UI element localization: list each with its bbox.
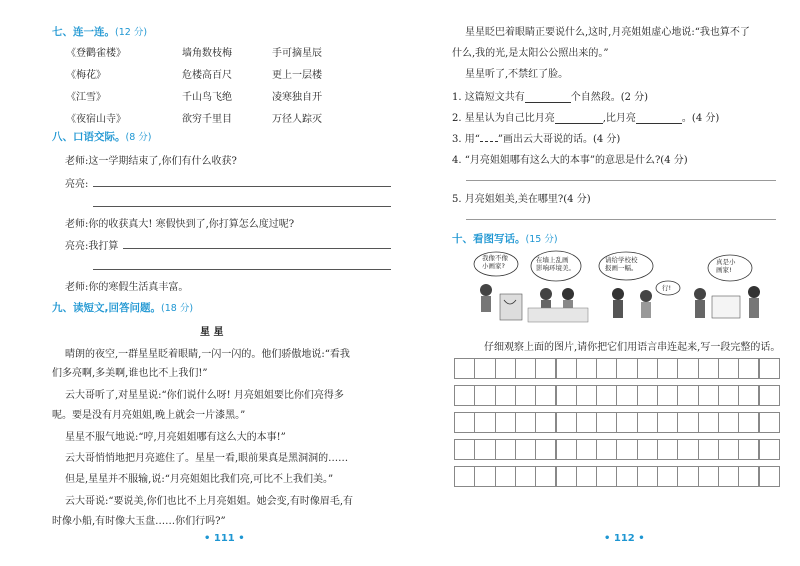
fill-blank[interactable] (525, 91, 571, 103)
section-7-points: (12 分) (115, 27, 148, 38)
grid-cell[interactable] (474, 385, 495, 406)
grid-cell[interactable] (759, 412, 780, 433)
match-item-col3[interactable]: 手可摘星辰 (272, 48, 322, 59)
match-item-col2[interactable]: 欲穷千里目 (182, 114, 232, 125)
grid-cell[interactable] (576, 439, 597, 460)
grid-cell[interactable] (556, 439, 577, 460)
grid-cell[interactable] (637, 385, 658, 406)
dialogue-liangliang-1: 亮亮: (65, 179, 89, 190)
question-text: ,比月亮 (602, 113, 636, 124)
grid-cell[interactable] (576, 358, 597, 379)
story-line: 星星听了,不禁红了脸。 (465, 69, 569, 80)
grid-cell[interactable] (495, 439, 516, 460)
grid-cell[interactable] (535, 439, 556, 460)
bubble-text: 我像不像小画家? (482, 254, 508, 270)
grid-cell[interactable] (454, 466, 475, 487)
bubble-text: 真是小画家! (716, 258, 736, 274)
story-line: 时像小船,有时像大玉盘……你们行吗?” (52, 516, 226, 527)
fill-blank[interactable] (636, 112, 682, 124)
grid-cell[interactable] (698, 385, 719, 406)
grid-cell[interactable] (718, 466, 739, 487)
grid-cell[interactable] (657, 412, 678, 433)
grid-cell[interactable] (495, 385, 516, 406)
grid-cell[interactable] (556, 412, 577, 433)
fill-blank[interactable] (555, 112, 603, 124)
section-10-points: (15 分) (525, 234, 558, 245)
grid-cell[interactable] (616, 358, 637, 379)
grid-cell[interactable] (677, 439, 698, 460)
story-line: 星星不服气地说:“哼,月亮姐姐哪有这么大的本事!” (65, 432, 286, 443)
match-item-col3[interactable]: 凌寒独自开 (272, 92, 322, 103)
grid-cell[interactable] (515, 385, 536, 406)
grid-cell[interactable] (677, 466, 698, 487)
grid-cell[interactable] (535, 466, 556, 487)
grid-cell[interactable] (556, 466, 577, 487)
answer-line[interactable] (123, 248, 391, 249)
match-item-col3[interactable]: 更上一层楼 (272, 70, 322, 81)
grid-cell[interactable] (698, 466, 719, 487)
section-8-title: 八、口语交际。 (52, 131, 126, 143)
grid-cell[interactable] (616, 466, 637, 487)
page-number: • 111 • (204, 533, 245, 544)
match-item-col2[interactable]: 危楼高百尺 (182, 70, 232, 81)
question-4: 4. “月亮姐姐哪有这么大的本事”的意思是什么?(4 分) (452, 155, 688, 166)
grid-cell[interactable] (535, 358, 556, 379)
match-item-col1[interactable]: 《登鹳雀楼》 (66, 48, 126, 59)
story-line: 但是,星星并不服输,说:“月亮姐姐比我们亮,可比不上我们美。” (65, 474, 334, 485)
story-line: 星星眨巴着眼睛正要说什么,这时,月亮姐姐虚心地说:“我也算不了 (465, 27, 750, 38)
question-text: 3. 用“ (452, 134, 480, 145)
grid-cell[interactable] (576, 466, 597, 487)
right-page (400, 0, 800, 566)
match-item-col1[interactable]: 《夜宿山寺》 (66, 114, 126, 125)
grid-cell[interactable] (474, 439, 495, 460)
grid-cell[interactable] (515, 439, 536, 460)
grid-cell[interactable] (759, 466, 780, 487)
grid-cell[interactable] (596, 439, 617, 460)
grid-cell[interactable] (759, 439, 780, 460)
grid-cell[interactable] (637, 439, 658, 460)
story-line: 云大哥听了,对星星说:“你们说什么呀! 月亮姐姐要比你们亮得多 (65, 390, 344, 401)
grid-cell[interactable] (495, 358, 516, 379)
grid-cell[interactable] (535, 385, 556, 406)
section-10-title: 十、看图写话。 (452, 233, 526, 245)
grid-cell[interactable] (718, 385, 739, 406)
grid-cell[interactable] (515, 412, 536, 433)
grid-cell[interactable] (677, 385, 698, 406)
bubble-text: 行! (662, 284, 672, 292)
grid-cell[interactable] (738, 439, 759, 460)
grid-cell[interactable] (596, 358, 617, 379)
grid-cell[interactable] (738, 385, 759, 406)
dialogue-liangliang-2: 亮亮:我打算 (65, 241, 119, 252)
grid-cell[interactable] (596, 466, 617, 487)
wavy-underline-sample (480, 133, 498, 142)
section-7-heading (52, 24, 147, 39)
match-item-col2[interactable]: 墙角数枝梅 (182, 48, 232, 59)
grid-cell[interactable] (535, 412, 556, 433)
grid-cell[interactable] (454, 412, 475, 433)
grid-cell[interactable] (718, 439, 739, 460)
dialogue-teacher-1: 老师:这一学期结束了,你们有什么收获? (65, 156, 237, 167)
question-text: ”画出云大哥说的话。(4 分) (497, 134, 621, 145)
story-line: 云大哥悄悄地把月亮遮住了。星星一看,眼前果真是黑洞洞的…… (65, 453, 349, 464)
page-number: • 112 • (604, 533, 645, 544)
writing-instruction: 仔细观察上面的图片,请你把它们用语言串连起来,写一段完整的话。 (484, 342, 781, 353)
grid-cell[interactable] (718, 358, 739, 379)
match-item-col2[interactable]: 千山鸟飞绝 (182, 92, 232, 103)
answer-line[interactable] (93, 186, 391, 187)
grid-cell[interactable] (657, 385, 678, 406)
question-text: 个自然段。(2 分) (570, 92, 649, 103)
grid-cell[interactable] (515, 358, 536, 379)
grid-cell[interactable] (474, 358, 495, 379)
grid-cell[interactable] (596, 412, 617, 433)
question-2 (452, 109, 719, 124)
grid-cell[interactable] (576, 385, 597, 406)
grid-cell[interactable] (657, 466, 678, 487)
grid-cell[interactable] (677, 412, 698, 433)
match-item-col3[interactable]: 万径人踪灭 (272, 114, 322, 125)
grid-cell[interactable] (495, 412, 516, 433)
story-line: 呢。要是没有月亮姐姐,晚上就会一片漆黑。” (52, 410, 246, 421)
section-9-title: 九、读短文,回答问题。 (52, 302, 161, 314)
question-1 (452, 88, 648, 103)
grid-cell[interactable] (454, 385, 475, 406)
grid-cell[interactable] (616, 439, 637, 460)
grid-cell[interactable] (454, 358, 475, 379)
grid-cell[interactable] (474, 412, 495, 433)
grid-cell[interactable] (759, 358, 780, 379)
grid-cell[interactable] (738, 358, 759, 379)
section-9-heading (52, 300, 193, 315)
section-8-points: (8 分) (125, 132, 152, 143)
grid-cell[interactable] (738, 466, 759, 487)
question-text: 2. 星星认为自己比月亮 (452, 113, 555, 124)
grid-cell[interactable] (616, 385, 637, 406)
section-9-points: (18 分) (161, 303, 194, 314)
grid-cell[interactable] (698, 412, 719, 433)
grid-cell[interactable] (698, 439, 719, 460)
grid-cell[interactable] (637, 466, 658, 487)
dialogue-teacher-3: 老师:你的寒假生活真丰富。 (65, 282, 189, 293)
grid-cell[interactable] (454, 439, 475, 460)
section-7-title: 七、连一连。 (52, 26, 115, 38)
grid-cell[interactable] (738, 412, 759, 433)
dialogue-teacher-2: 老师:你的收获真大! 寒假快到了,你打算怎么度过呢? (65, 219, 295, 230)
answer-line[interactable] (93, 269, 391, 270)
grid-cell[interactable] (495, 466, 516, 487)
bubble-text: 请给学校校报画一幅。 (605, 256, 638, 272)
question-3 (452, 130, 620, 145)
grid-cell[interactable] (657, 439, 678, 460)
grid-cell[interactable] (637, 358, 658, 379)
grid-cell[interactable] (677, 358, 698, 379)
grid-cell[interactable] (576, 412, 597, 433)
grid-cell[interactable] (718, 412, 739, 433)
grid-cell[interactable] (657, 358, 678, 379)
grid-cell[interactable] (759, 385, 780, 406)
question-5: 5. 月亮姐姐美,美在哪里?(4 分) (452, 194, 591, 205)
story-line: 云大哥说:“要说美,你们也比不上月亮姐姐。她会变,有时像眉毛,有 (65, 496, 354, 507)
answer-line[interactable] (466, 180, 776, 181)
grid-cell[interactable] (616, 412, 637, 433)
grid-cell[interactable] (515, 466, 536, 487)
story-title: 星 星 (200, 327, 224, 338)
answer-line[interactable] (466, 219, 776, 220)
grid-cell[interactable] (698, 358, 719, 379)
question-text: 1. 这篇短文共有 (452, 92, 525, 103)
answer-line[interactable] (93, 206, 391, 207)
story-line: 们多亮啊,多美啊,谁也比不上我们!” (52, 368, 208, 379)
comic-illustration (468, 250, 768, 328)
match-item-col1[interactable]: 《江雪》 (66, 92, 106, 103)
grid-cell[interactable] (637, 412, 658, 433)
bubble-text: 在墙上乱画影响环境美。 (536, 256, 575, 272)
section-8-heading (52, 129, 151, 144)
grid-cell[interactable] (556, 358, 577, 379)
grid-cell[interactable] (596, 385, 617, 406)
story-line: 什么,我的光,是太阳公公照出来的。” (452, 48, 609, 59)
match-item-col1[interactable]: 《梅花》 (66, 70, 106, 81)
question-text: 。(4 分) (681, 113, 720, 124)
grid-cell[interactable] (556, 385, 577, 406)
grid-cell[interactable] (474, 466, 495, 487)
story-line: 晴朗的夜空,一群星星眨着眼睛,一闪一闪的。他们骄傲地说:“看我 (65, 349, 350, 360)
section-10-heading (452, 231, 558, 246)
